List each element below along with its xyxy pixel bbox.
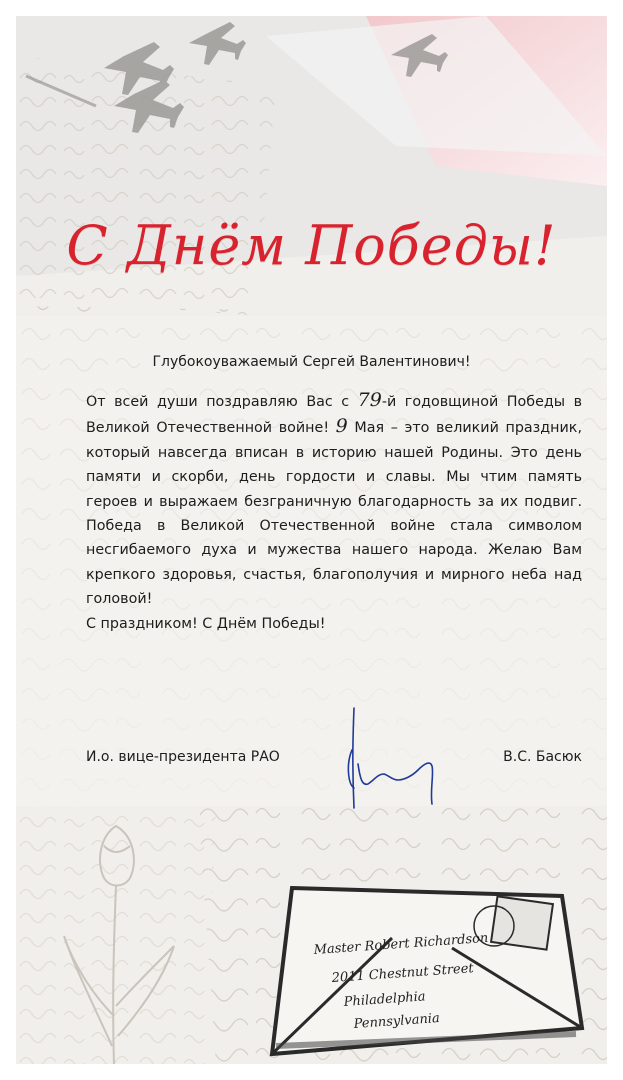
body-part-2: -й годовщиной Победы в Великой Отечественной войне! — [86, 394, 582, 437]
greeting-card — [16, 16, 607, 1064]
signature-image — [338, 704, 438, 814]
anniversary-number: 79 — [357, 389, 382, 411]
tulip-drawing — [34, 816, 204, 1064]
salutation: Глубокоуважаемый Сергей Валентинович! — [152, 354, 471, 370]
card-title: С Днём Победы! — [66, 214, 557, 277]
closing-line: С праздником! С Днём Победы! — [86, 615, 326, 632]
signatory-title: И.о. вице-президента РАО — [86, 749, 280, 765]
body-part-1: От всей души поздравляю Вас с — [86, 394, 358, 410]
body-part-3: Мая – это великий праздник, который навсегда вписан в историю нашей Родины. Это день памяти и скорби, день гордости и славы. Мы чтим память героев и выражаем безграничную благодарность за их подвиг. Победа в Великой Отечественной войне стала символом несгибаемого духа и мужества нашего народа. Желаю Вам крепкого здоровья, счастья, благополучия и мирного неба над головой! — [86, 420, 582, 608]
day-number: 9 — [335, 415, 348, 438]
envelope-line-2: 2011 Chestnut Street — [331, 961, 475, 986]
greeting-body — [86, 388, 582, 636]
signatory-name: В.С. Басюк — [503, 749, 582, 765]
envelope-line-1: Master Robert Richardson — [313, 930, 489, 958]
envelope-line-4: Pennsylvania — [353, 1011, 441, 1032]
envelope-drawing — [262, 878, 602, 1064]
envelope-line-3: Philadelphia — [343, 989, 427, 1010]
